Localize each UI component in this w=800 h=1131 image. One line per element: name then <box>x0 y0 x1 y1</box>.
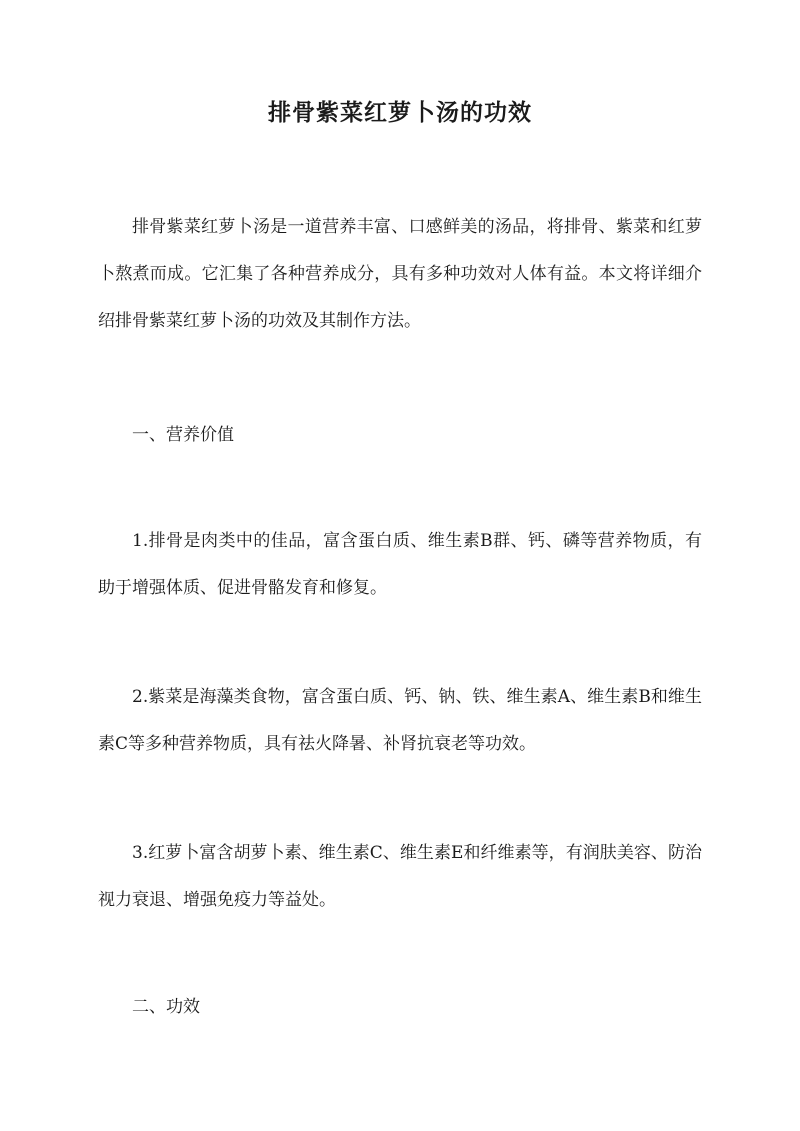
intro-paragraph: 排骨紫菜红萝卜汤是一道营养丰富、口感鲜美的汤品，将排骨、紫菜和红萝卜熬煮而成。它汇集了各种营养成分，具有多种功效对人体有益。本文将详细介绍排骨紫菜红萝卜汤的功效及其制作方法。 <box>98 217 702 331</box>
section-heading-effects: 二、功效 <box>132 997 200 1017</box>
section-heading-nutrition: 一、营养价值 <box>132 425 234 445</box>
nutrition-paragraph-pork-ribs: 1.排骨是肉类中的佳品，富含蛋白质、维生素B群、钙、磷等营养物质，有助于增强体质、促进骨骼发育和修复。 <box>98 531 702 598</box>
nutrition-paragraph-seaweed: 2.紫菜是海藻类食物，富含蛋白质、钙、钠、铁、维生素A、维生素B和维生素C等多种营养物质，具有祛火降暑、补肾抗衰老等功效。 <box>98 687 702 754</box>
nutrition-paragraph-carrot: 3.红萝卜富含胡萝卜素、维生素C、维生素E和纤维素等，有润肤美容、防治视力衰退、增强免疫力等益处。 <box>98 843 702 910</box>
document-title: 排骨紫菜红萝卜汤的功效 <box>268 99 532 126</box>
